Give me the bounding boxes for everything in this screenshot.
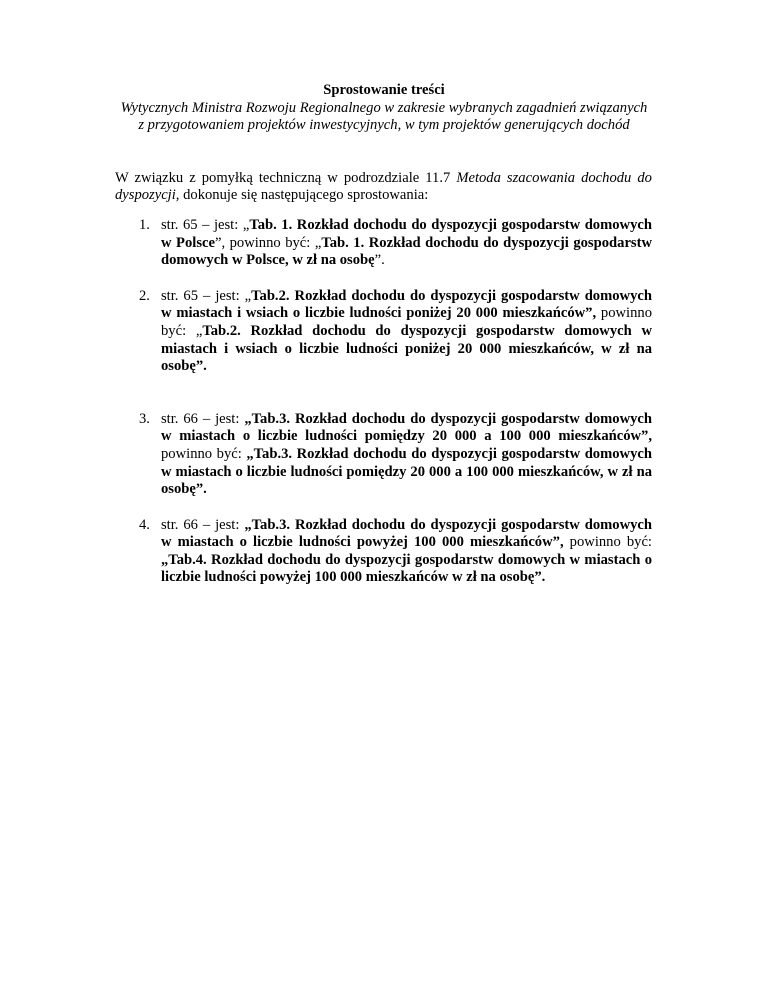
- intro-text-after: dokonuje się następującego sprostowania:: [179, 187, 429, 204]
- correction-wrong-title: „Tab.3. Rozkład dochodu do dyspozycji gospodarstw domowych w miastach o liczbie ludności powyżej 100 000 mieszkańców”,: [161, 516, 652, 551]
- correction-ending: ”.: [374, 252, 385, 269]
- corrections-list: [0, 217, 768, 587]
- correction-number: 1.: [139, 216, 150, 233]
- correction-connector: powinno być:: [161, 445, 247, 462]
- correction-location: str. 66 – jest:: [161, 516, 245, 533]
- correction-wrong-title: Tab.2. Rozkład dochodu do dyspozycji gospodarstw domowych w miastach i wsiach o liczbie ludności poniżej 20 000 mieszkańców”,: [161, 287, 652, 322]
- document-title: Sprostowanie treści: [323, 82, 445, 98]
- document-subtitle-line-1: Wytycznych Ministra Rozwoju Regionalnego w zakresie wybranych zagadnień związanych: [120, 99, 648, 116]
- document-heading: [0, 82, 768, 135]
- correction-location: str. 65 – jest: „: [161, 216, 250, 233]
- correction-wrong-title: „Tab.3. Rozkład dochodu do dyspozycji gospodarstw domowych w miastach o liczbie ludności pomiędzy 20 000 a 100 000 mieszkańców”,: [161, 410, 652, 445]
- correction-location: str. 66 – jest:: [161, 410, 245, 427]
- correction-number: 4.: [139, 516, 150, 533]
- correction-correct-title: Tab. 1. Rozkład dochodu do dyspozycji gospodarstw domowych w Polsce, w zł na osobę: [161, 234, 652, 269]
- document-subtitle-line-2: z przygotowaniem projektów inwestycyjnych, w tym projektów generujących dochód: [138, 117, 630, 134]
- correction-correct-title: „Tab.4. Rozkład dochodu do dyspozycji gospodarstw domowych w miastach o liczbie ludności powyżej 100 000 mieszkańców w zł na osobę”.: [161, 551, 652, 586]
- intro-text-before: W związku z pomyłką techniczną w podrozdziale 11.7: [115, 169, 457, 186]
- correction-number: 2.: [139, 287, 150, 304]
- correction-location: str. 65 – jest: „: [161, 287, 252, 304]
- intro-section-name: Metoda szacowania dochodu do dyspozycji,: [115, 169, 652, 204]
- correction-item-2: [0, 288, 652, 376]
- correction-correct-title: Tab.2. Rozkład dochodu do dyspozycji gospodarstw domowych w miastach i wsiach o liczbie ludności poniżej 20 000 mieszkańców, w zł na osobę”.: [161, 322, 652, 375]
- correction-wrong-title: Tab. 1. Rozkład dochodu do dyspozycji gospodarstw domowych w Polsce: [161, 216, 652, 251]
- correction-connector: powinno być:: [563, 534, 652, 551]
- correction-item-1: [0, 217, 652, 270]
- correction-item-3: [0, 411, 652, 499]
- correction-correct-title: „Tab.3. Rozkład dochodu do dyspozycji gospodarstw domowych w miastach o liczbie ludności pomiędzy 20 000 a 100 000 mieszkańców, w zł na osobę”.: [161, 445, 652, 498]
- correction-item-4: [0, 517, 652, 587]
- correction-connector: powinno być: „: [161, 305, 652, 339]
- correction-number: 3.: [139, 410, 150, 427]
- correction-connector: ”, powinno być: „: [214, 234, 322, 251]
- intro-paragraph: [0, 170, 652, 205]
